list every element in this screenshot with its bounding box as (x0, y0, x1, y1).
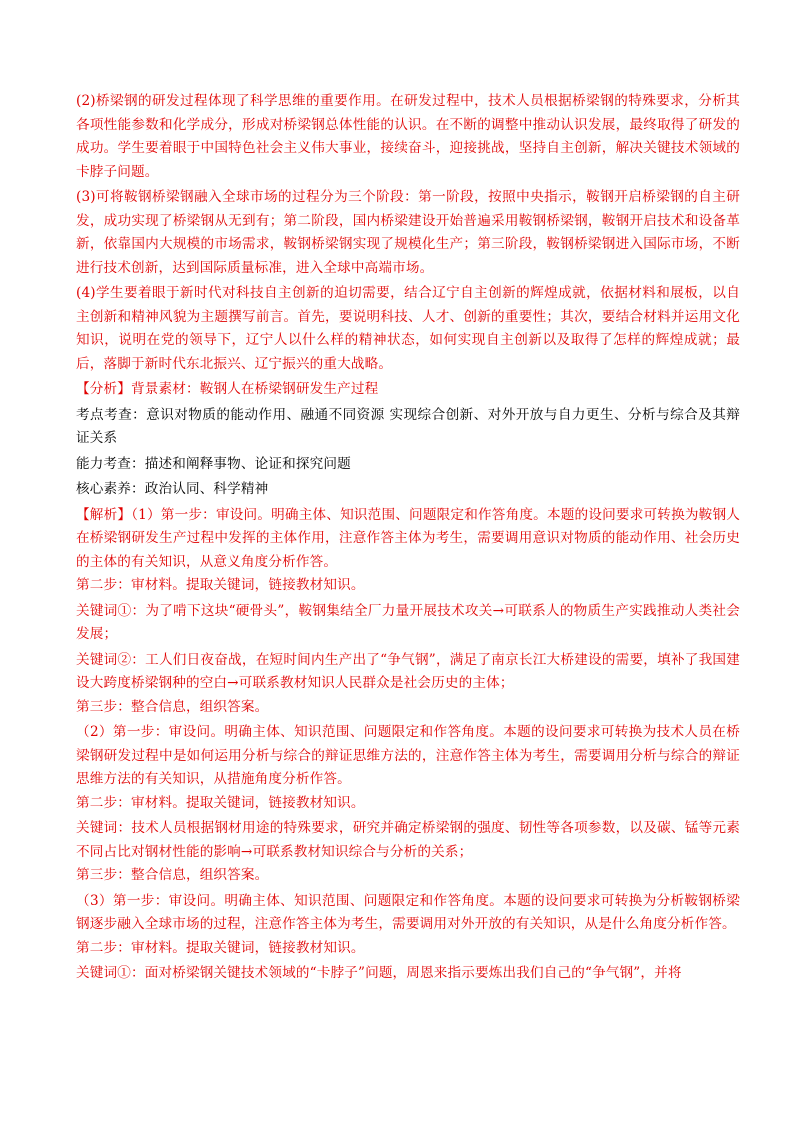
solution-label: 【解析】 (76, 506, 132, 523)
solution-q3-keyword-1: 关键词①：面对桥梁钢关键技术领域的“卡脖子”问题，周恩来指示要炼出我们自己的“争气钢”，并将 (76, 965, 682, 981)
solution-q1-step3: 第三步：整合信息，组织答案。 (76, 698, 269, 715)
analysis-label: 【分析】 (76, 381, 131, 397)
solution-q3-intro: （3）第一步：审设问。明确主体、知识范围、问题限定和作答角度。本题的设问要求可转换为分析鞍钢桥梁钢逐步融入全球市场的过程，注意作答主体为考生，需要调用对外开放的有关知识，从是什么角度分析作答。 (76, 892, 740, 932)
answer-paragraph-4: (4)学生要着眼于新时代对科技自主创新的迫切需要，结合辽宁自主创新的辉煌成就，依据材料和展板，以自主创新和精神风貌为主题撰写前言。首先，要说明科技、人才、创新的重要性；其次，要结合材料并运用文化知识，说明在党的领导下，辽宁人以什么样的精神状态，如何实现自主创新以及取得了怎样的辉煌成就；最后，落脚于新时代东北振兴、辽宁振兴的重大战略。 (76, 285, 740, 372)
solution-q2-keyword: 关键词：技术人员根据钢材用途的特殊要求，研究并确定桥梁钢的强度、韧性等各项参数，以及碳、锰等元素不同占比对钢材性能的影响→可联系教材知识综合与分析的关系； (76, 820, 740, 860)
solution-q1-keyword-1: 关键词①：为了啃下这块“硬骨头”，鞍钢集结全厂力量开展技术攻关→可联系人的物质生产实践推动人类社会发展； (76, 602, 740, 642)
ability-line: 能力考查：描述和阐释事物、论证和探究问题 (76, 455, 351, 472)
solution-q1-intro (76, 504, 740, 575)
solution-q2-intro: （2）第一步：审设问。明确主体、知识范围、问题限定和作答角度。本题的设问要求可转换为技术人员在桥梁钢研发过程中是如何运用分析与综合的辩证思维方法的，注意作答主体为考生，需要调用分析与综合的辩证思维方法的有关知识，从措施角度分析作答。 (76, 724, 740, 787)
analysis-line (76, 378, 740, 402)
answer-paragraph-3: (3)可将鞍钢桥梁钢融入全球市场的过程分为三个阶段：第一阶段，按照中央指示，鞍钢开启桥梁钢的自主研发，成功实现了桥梁钢从无到有；第二阶段，国内桥梁建设开始普遍采用鞍钢桥梁钢，鞍钢开启技术和设备革新，依靠国内大规模的市场需求，鞍钢桥梁钢实现了规模化生产；第三阶段，鞍钢桥梁钢进入国际市场，不断进行技术创新，达到国际质量标准，进入全球中高端市场。 (76, 189, 740, 276)
document-body (76, 90, 740, 986)
solution-q1-step2: 第二步：审材料。提取关键词，链接教材知识。 (76, 577, 365, 593)
solution-q1-keyword-2: 关键词②：工人们日夜奋战，在短时间内生产出了“争气钢”，满足了南京长江大桥建设的需要，填补了我国建设大跨度桥梁钢种的空白→可联系教材知识人民群众是社会历史的主体； (76, 651, 740, 691)
solution-q1-text: （1）第一步：审设问。明确主体、知识范围、问题限定和作答角度。本题的设问要求可转换为鞍钢人在桥梁钢研发生产过程中发挥的主体作用，注意作答主体为考生，需要调用意识对物质的能动作用、社会历史的主体的有关知识，从意义角度分析作答。 (76, 506, 740, 570)
literacy-line: 核心素养：政治认同、科学精神 (76, 481, 269, 497)
answer-paragraph-2: (2)桥梁钢的研发过程体现了科学思维的重要作用。在研发过程中，技术人员根据桥梁钢的特殊要求，分析其各项性能参数和化学成分，形成对桥梁钢总体性能的认识。在不断的调整中推动认识发展，最终取得了研发的成功。学生要着眼于中国特色社会主义伟大事业，接续奋斗，迎接挑战，坚持自主创新，解决关键技术领域的卡脖子问题。 (76, 93, 740, 180)
solution-q2-step3: 第三步：整合信息，组织答案。 (76, 867, 269, 883)
analysis-text: 背景素材：鞍钢人在桥梁钢研发生产过程 (130, 381, 379, 397)
solution-q2-step2: 第二步：审材料。提取关键词，链接教材知识。 (76, 794, 365, 811)
solution-q3-step2: 第二步：审材料。提取关键词，链接教材知识。 (76, 939, 365, 956)
exam-points: 考点考查：意识对物质的能动作用、融通不同资源 实现综合创新、对外开放与自力更生、分析与综合及其辩证关系 (76, 406, 740, 446)
